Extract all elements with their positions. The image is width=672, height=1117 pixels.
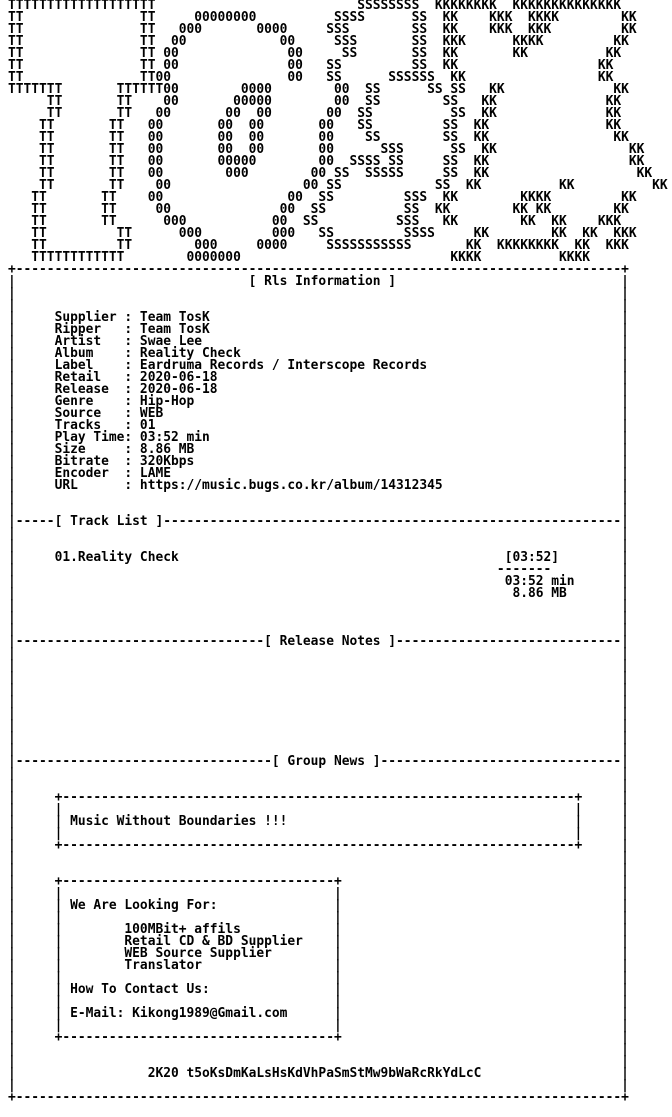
nfo-line: TT TT 000 000 SS SSSS KK KK KK KKK	[8, 226, 637, 241]
nfo-line: | | Retail CD & BD Supplier | |	[8, 934, 629, 949]
nfo-line: TT TT 00 00000 00 SS SS KK KK	[8, 94, 622, 109]
nfo-line: | |	[8, 502, 629, 517]
nfo-line: | |	[8, 742, 629, 757]
nfo-line: | Bitrate : 320Kbps |	[8, 454, 629, 469]
nfo-line: | | | |	[8, 970, 629, 985]
nfo-line: | Retail : 2020-06-18 |	[8, 370, 629, 385]
nfo-line: | |	[8, 1042, 629, 1057]
nfo-line: | Genre : Hip-Hop |	[8, 394, 629, 409]
nfo-line: | 03:52 min |	[8, 574, 629, 589]
nfo-line: | |	[8, 1078, 629, 1093]
nfo-line: +------------------------------------------------------------------------------+	[8, 1090, 629, 1105]
nfo-line: | +------------------------------------------------------------------+ |	[8, 790, 629, 805]
nfo-line: | ------- |	[8, 562, 629, 577]
nfo-line: TT TT 000 00 SS SSS KK KK KK KKK	[8, 214, 622, 229]
nfo-line: | Source : WEB |	[8, 406, 629, 421]
nfo-line: TT TT 00 00 SS SS KK KK	[8, 58, 614, 73]
nfo-line: TT TT 00 00 00 00 SS SS KK KK	[8, 106, 622, 121]
nfo-line: | [ Rls Information ] |	[8, 274, 629, 289]
nfo-line: | |	[8, 706, 629, 721]
nfo-line: TT TT 00 00 SS SS KK KK KK	[8, 46, 622, 61]
nfo-line: TT TT 00 000 00 SS SSSSS SS KK KK	[8, 166, 653, 181]
nfo-line: | | | |	[8, 826, 629, 841]
nfo-line: | |	[8, 682, 629, 697]
nfo-line: | |	[8, 658, 629, 673]
nfo-line: TT TT 00000000 SSSS SS KK KKK KKKK KK	[8, 10, 637, 25]
nfo-line: TT TT 00 00 SS SSS KK KKKK KK	[8, 190, 637, 205]
nfo-line: | |	[8, 646, 629, 661]
nfo-line: TT TT 00 00 00 00 SS SS KK KK	[8, 130, 629, 145]
nfo-line: | +------------------------------------------------------------------+ |	[8, 838, 629, 853]
nfo-line: |---------------------------------[ Group News ]-------------------------------|	[8, 754, 629, 769]
nfo-line: | URL : https://music.bugs.co.kr/album/14312345 |	[8, 478, 629, 493]
nfo-line: | | WEB Source Supplier | |	[8, 946, 629, 961]
nfo-line: | Album : Reality Check |	[8, 346, 629, 361]
nfo-line: TT TT 00 00 SS SS KK KK KK KK	[8, 202, 629, 217]
nfo-line: TTTTTTTTTTTTTTTTTTT SSSSSSSS KKKKKKKK KKKKKKKKKKKKKK	[8, 0, 622, 13]
nfo-line: TTTTTTTTTTTT 0000000 KKKK KKKK	[8, 250, 591, 265]
nfo-line: | | Music Without Boundaries !!! | |	[8, 814, 629, 829]
nfo-line: | | | |	[8, 910, 629, 925]
nfo-line: | Label : Eardruma Records / Interscope Records |	[8, 358, 629, 373]
nfo-line: TTTTTTT TTTTTT00 0000 00 SS SS SS KK KK	[8, 82, 629, 97]
nfo-line: | |	[8, 526, 629, 541]
nfo-line	[8, 1102, 629, 1117]
nfo-line: | Tracks : 01 |	[8, 418, 629, 433]
nfo-line: TT TT 00 00 00 00 SSS SS KK KK	[8, 142, 645, 157]
nfo-line: | |	[8, 610, 629, 625]
nfo-line: TT TT 000 0000 SSSSSSSSSSS KK KKKKKKKK KK KKK	[8, 238, 629, 253]
nfo-line: | |	[8, 850, 629, 865]
nfo-line: | Supplier : Team TosK |	[8, 310, 629, 325]
nfo-line: |-----[ Track List ]-----------------------------------------------------------|	[8, 514, 629, 529]
nfo-line: | |	[8, 730, 629, 745]
nfo-line: | | 100MBit+ affils | |	[8, 922, 629, 937]
nfo-line: | | | |	[8, 1018, 629, 1033]
nfo-line: |--------------------------------[ Release Notes ]-----------------------------|	[8, 634, 629, 649]
nfo-line: | | | |	[8, 886, 629, 901]
nfo-line: TT TT 000 0000 SSS SS KK KKK KKK KK	[8, 22, 637, 37]
nfo-line: TT TT 00 00 00 00 SS SS KK KK	[8, 118, 622, 133]
nfo-line: | Size : 8.86 MB |	[8, 442, 629, 457]
nfo-line: | |	[8, 862, 629, 877]
nfo-line: | +-----------------------------------+ |	[8, 874, 629, 889]
nfo-line: | +-----------------------------------+ |	[8, 1030, 629, 1045]
nfo-line: TT TT 00 00 SSS SS KKK KKKK KK	[8, 34, 629, 49]
nfo-line: | 01.Reality Check [03:52] |	[8, 550, 629, 565]
nfo-line: | |	[8, 298, 629, 313]
nfo-line: | Ripper : Team TosK |	[8, 322, 629, 337]
nfo-line: | |	[8, 598, 629, 613]
nfo-line: | |	[8, 718, 629, 733]
nfo-line: | Artist : Swae Lee |	[8, 334, 629, 349]
nfo-line: | |	[8, 778, 629, 793]
nfo-line: +------------------------------------------------------------------------------+	[8, 262, 629, 277]
nfo-line: TT TT 00 00 SS SS KK KK KK	[8, 178, 668, 193]
nfo-line: | | | |	[8, 802, 629, 817]
nfo-line: | Play Time: 03:52 min |	[8, 430, 629, 445]
nfo-line: | | E-Mail: Kikong1989@Gmail.com | |	[8, 1006, 629, 1021]
nfo-line: | | We Are Looking For: | |	[8, 898, 629, 913]
nfo-line: | | How To Contact Us: | |	[8, 982, 629, 997]
nfo-line: | |	[8, 490, 629, 505]
nfo-line: | Release : 2020-06-18 |	[8, 382, 629, 397]
nfo-line: | |	[8, 766, 629, 781]
nfo-line: | |	[8, 286, 629, 301]
nfo-line: | 2K20 t5oKsDmKaLsHsKdVhPaSmStMw9bWaRcRkYdLcC |	[8, 1066, 629, 1081]
nfo-line: | |	[8, 670, 629, 685]
nfo-line: | |	[8, 622, 629, 637]
nfo-line: | Encoder : LAME |	[8, 466, 629, 481]
nfo-line: | |	[8, 538, 629, 553]
nfo-line: TT TT 00 00000 00 SSSS SS SS KK KK	[8, 154, 645, 169]
nfo-line: | |	[8, 694, 629, 709]
nfo-line: | |	[8, 1054, 629, 1069]
nfo-line: | | | |	[8, 994, 629, 1009]
nfo-line: TT TT00 00 SS SSSSSS KK KK	[8, 70, 614, 85]
nfo-line: | 8.86 MB |	[8, 586, 629, 601]
nfo-line: | | Translator | |	[8, 958, 629, 973]
